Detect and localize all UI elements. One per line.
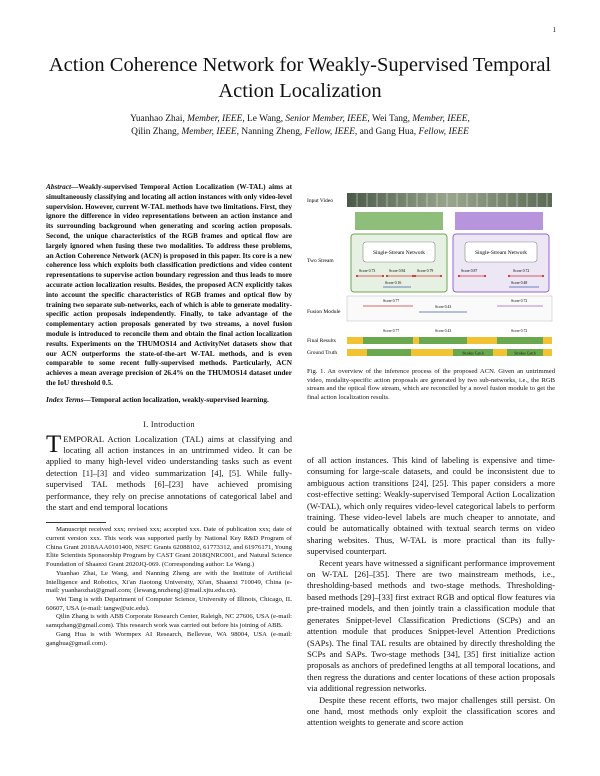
author-name: Qilin Zhang,: [131, 126, 180, 137]
body-paragraph: of all action instances. This kind of labeling is expensive and time-consuming for large-scale datasets, and could be inconsistent due to ambiguous action transitions [24], [25]. This paper considers a more cost-effective setting: Weakly-supervised Temporal Action Localization (W-TAL), which only requires video-level categorical labels to perform training. These video-level labels are much cheaper to annotate, and could be automatically obtained with textual search terms on video sharing websites. Thus, W-TAL is more practical than its fully-supervised counterpart.: [307, 455, 555, 557]
final-score: Score 0.72: [511, 329, 528, 333]
author-name: Yuanhao Zhai,: [130, 114, 185, 124]
row-label-fusion: [307, 309, 341, 315]
author-line-2: [40, 126, 560, 139]
rgb-network-label: Single-Stream Network: [372, 250, 426, 256]
flow-score: Score 0.48: [511, 281, 528, 285]
page-number: 1: [552, 26, 556, 34]
author-name: Nanning Zheng,: [241, 126, 303, 137]
rgb-score: Score 0.73: [359, 269, 376, 273]
author-line-1: [40, 113, 560, 126]
footnote: Qilin Zhang is with ABB Corporate Research Center, Raleigh, NC 27606, USA (e-mail: samqzhang@gmail.com). This research work was carried out before his joining of ABB.: [46, 613, 292, 630]
author-role: Member, IEEE,: [412, 114, 470, 124]
abstract-lead: Abstract: [46, 183, 71, 191]
final-segment: [497, 337, 543, 344]
row-label-input-video: Input Video: [307, 198, 333, 204]
gt-segment: [367, 349, 411, 356]
author-role: Fellow, IEEE,: [304, 126, 358, 137]
fusion-score: Score 0.77: [383, 299, 400, 303]
abstract-text: —Weakly-supervised Temporal Action Localization (W-TAL) aims at simultaneously classifying and locating all action instances with only video-level supervision. However, current W-TAL methods have two limitations. First, they ignore the difference in video representations between an action instance and its surrounding background when generating and scoring action proposals. Second, the unique characteristics of the RGB frames and optical flow are largely ignored when fusing these two modalities. To address these problems, an Action Coherence Network (ACN) is proposed in this paper. Its core is a new coherence loss which exploits both classification predictions and video content representations to supervise action boundary regression and thus leads to more accurate action localization results. Besides, the proposed ACN explicitly takes into account the specific characteristics of RGB frames and optical flow by training two separate sub-networks, each of which is able to generate modality-specific action proposals independently. Finally, to take advantage of the complementary action proposals generated by two streams, a novel fusion module is introduced to reconcile them and obtain the final action localization results. Experiments on the THUMOS14 and ActivityNet datasets show that our ACN outperforms the state-of-the-art W-TAL methods, and is even comparable to some recent fully-supervised methods. Particularly, ACN achieves a mean average precision of 26.4% on the THUMOS14 dataset under the IoU threshold 0.5.: [46, 183, 292, 387]
right-column: [307, 455, 555, 729]
author-name: Le Wang,: [247, 114, 284, 124]
author-list: [40, 113, 560, 138]
figure-diagram: [307, 190, 557, 365]
author-role: Senior Member, IEEE,: [285, 114, 370, 124]
author-name: Wei Tang,: [371, 114, 410, 124]
fusion-score: Score 0.72: [511, 299, 528, 303]
video-frames: [347, 193, 552, 207]
rgb-feature-slab: [355, 212, 443, 230]
footnote: Yuanhao Zhai, Le Wang, and Nanning Zheng are with the Institute of Artificial Intelligence and Robotics, Xi'an Jiaotong University, Xi'an, Shaanxi 710049, China (e-mail: yuanhaozhai@gmail.com; {lewang,nnzheng}@mail.xjtu.edu.cn).: [46, 569, 292, 595]
footnote: Manuscript received xxx; revised xxx; accepted xxx. Date of publication xxx; date of current version xxx. This work was supported partly by National Key R&D Program of China Grant 2018AAA0101400, NSFC Grants 62088102, 61773312, and 61976171, Young Elite Scientists Sponsorship Program by CAST Grant 2018QNRC001, and Natural Science Foundation of Shaanxi Grant 2020JQ-069. (Corresponding author: Le Wang.): [46, 526, 292, 569]
fusion-score: Score 0.43: [435, 305, 452, 309]
left-column: [46, 183, 292, 648]
body-paragraph: Despite these recent efforts, two major challenges still persist. On one hand, most methods only exploit the classification scores and attention weights to generate and score action: [307, 694, 555, 728]
gt-label: Strokes Catch: [514, 351, 536, 356]
author-role: Member, IEEE,: [187, 114, 245, 124]
footnote: Wei Tang is with Department of Computer Science, University of Illinois, Chicago, IL 60607, USA (e-mail: tangw@uic.edu).: [46, 596, 292, 612]
flow-network-label: Single-Stream Network: [474, 250, 528, 256]
author-name: and Gang Hua,: [359, 126, 417, 137]
intro-text: EMPORAL Action Localization (TAL) aims at classifying and locating all action instances in an untrimmed video. It can be applied to many high-level video understanding tasks such as event detection [1]–[3] and video summarization [4], [5]. While fully-supervised TAL methods [6]–[23] have achieved promising performance, they rely on precise annotations of categorical label and the start and end temporal locations: [46, 433, 292, 512]
paper-title: Action Coherence Network for Weakly-Supervised Temporal Action Localization: [48, 54, 552, 102]
final-score: Score 0.43: [435, 329, 452, 333]
body-paragraph: Recent years have witnessed a significant performance improvement on W-TAL [26]–[35]. There are two mainstream methods, i.e., thresholding-based methods and two-stage methods. Thresholding-based methods [29]–[33] first extract RGB and optical flow features via pre-trained models, and then jointly train a classification module that generates Snippet-level Classification Predictions (SCPs) and an attention module that produces Snippet-level Attention Predictions (SAPs). The final TAL results are obtained by directly thresholding the SCPs and SAPs. Two-stage methods [34], [35] first initialize action proposals as anchors of predefined lengths at all temporal locations, and then regress the durations and center locations of these action proposals via additional regression networks.: [307, 557, 555, 694]
row-label-fusion-text: Fusion Module: [307, 309, 341, 315]
intro-paragraph: [46, 430, 292, 514]
index-terms-text: —Temporal action localization, weakly-supervised learning.: [83, 395, 269, 404]
final-segment: [363, 337, 413, 344]
index-terms: [46, 396, 292, 406]
rgb-score: Score 0.84: [389, 269, 406, 273]
rgb-score: Score 0.79: [417, 269, 434, 273]
flow-score: Score 0.87: [461, 269, 478, 273]
rgb-score: Score 0.16: [385, 281, 402, 285]
figure-1: [307, 190, 557, 365]
drop-cap: T: [46, 430, 62, 458]
row-label-ground-truth: Ground Truth: [307, 350, 338, 356]
section-heading: I. Introduction: [143, 419, 195, 429]
final-segment: [419, 337, 467, 344]
abstract: [46, 183, 292, 389]
final-score: Score 0.77: [383, 329, 400, 333]
gt-label: Strokes Catch: [462, 351, 484, 356]
flow-feature-slab: [455, 212, 543, 230]
frame-strip: [347, 193, 552, 207]
row-label-two-stream: Two Stream: [307, 258, 334, 264]
footnote-rule: [46, 522, 106, 523]
figure-caption: Fig. 1. An overview of the inference process of the proposed ACN. Given an untrimmed video, modality-specific action proposals are generated by two sub-networks, i.e., the RGB stream and the optical flow stream, which are reconciled by a novel fusion module to get the final action localization results.: [307, 368, 555, 401]
author-role: Fellow, IEEE: [418, 126, 469, 137]
flow-score: Score 0.72: [513, 269, 530, 273]
row-label-final-results: Final Results: [307, 338, 336, 344]
index-terms-lead: Index Terms: [46, 395, 84, 404]
footnote: Gang Hua is with Wormpex AI Research, Bellevue, WA 98004, USA (e-mail: ganghua@gmail.com).: [46, 630, 292, 647]
author-role: Member, IEEE,: [181, 126, 239, 137]
